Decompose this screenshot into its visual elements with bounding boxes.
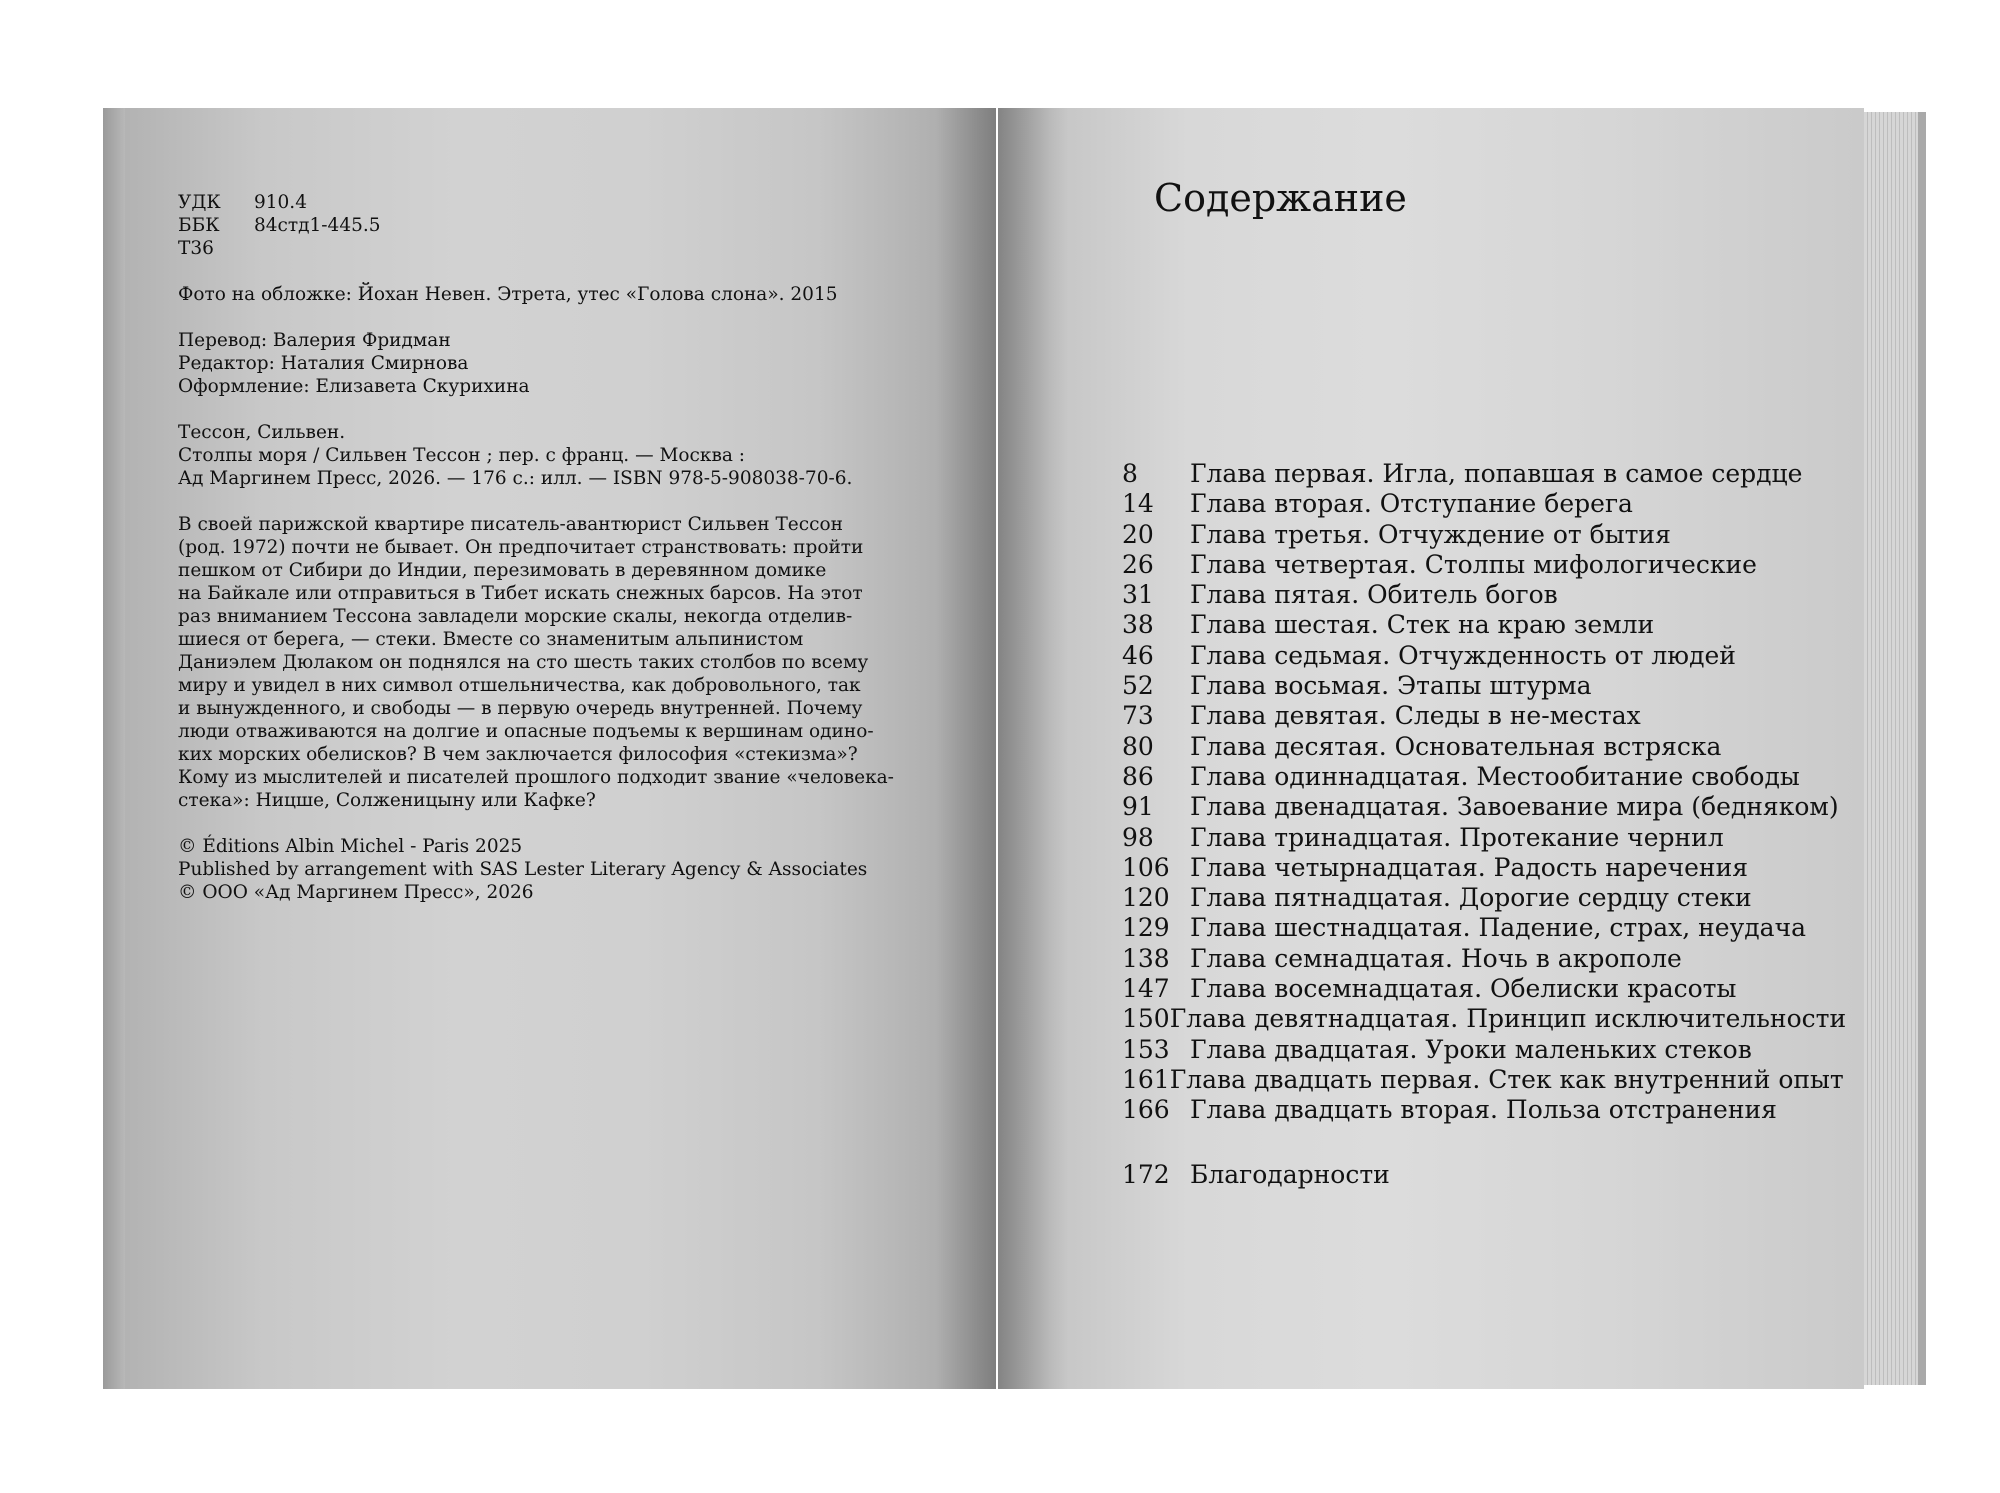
toc-entry	[1122, 732, 1842, 762]
toc-entry	[1122, 701, 1842, 731]
toc-entry-acknowledgements	[1122, 1160, 1842, 1190]
toc-page-number: 98	[1122, 822, 1154, 852]
toc-entry	[1122, 489, 1842, 519]
toc-page-number: 91	[1122, 792, 1154, 822]
annotation-line: Даниэлем Дюлаком он поднялся на сто шесть таких столбов по всему	[178, 652, 869, 673]
photo-credit: Фото на обложке: Йохан Невен. Этрета, утес «Голова слона». 2015	[178, 284, 838, 305]
toc-entry	[1122, 974, 1842, 1004]
toc-entry	[1122, 580, 1842, 610]
credit-line: Оформление: Елизавета Скурихина	[178, 376, 530, 397]
toc-chapter-title: Благодарности	[1190, 1159, 1390, 1189]
toc-entry	[1122, 853, 1842, 883]
toc-entry	[1122, 762, 1842, 792]
table-of-contents	[1122, 459, 1847, 1190]
toc-entry	[1122, 792, 1842, 822]
bbk-row	[178, 214, 878, 237]
toc-chapter-title: Глава шестнадцатая. Падение, страх, неудача	[1190, 913, 1807, 943]
credits	[178, 329, 878, 398]
annotation-line: стека»: Ницше, Солженицыну или Кафке?	[178, 790, 596, 811]
toc-chapter-title: Глава третья. Отчуждение от бытия	[1190, 519, 1671, 549]
code-label: УДК	[178, 192, 221, 213]
copyright-line: © ООО «Ад Маргинем Пресс», 2026	[178, 882, 534, 903]
annotation-line: Кому из мыслителей и писателей прошлого подходит звание «человека-	[178, 767, 894, 788]
toc-chapter-title: Глава семнадцатая. Ночь в акрополе	[1190, 943, 1682, 973]
toc-chapter-title: Глава шестая. Стек на краю земли	[1190, 610, 1655, 640]
toc-entry	[1122, 1065, 1842, 1095]
bibliographic-record	[178, 421, 878, 490]
toc-chapter-title: Глава двадцать вторая. Польза отстранения	[1190, 1095, 1777, 1125]
toc-chapter-title: Глава двадцать первая. Стек как внутренний опыт	[1169, 1064, 1844, 1094]
toc-page-number: 106	[1122, 852, 1170, 882]
toc-page-number: 73	[1122, 701, 1154, 731]
page-stack-shadow	[1918, 112, 1926, 1385]
toc-page-number: 80	[1122, 731, 1154, 761]
udk-row	[178, 191, 878, 214]
toc-page-number: 150	[1122, 1004, 1170, 1034]
credit-line: Редактор: Наталия Смирнова	[178, 353, 469, 374]
toc-chapter-title: Глава пятая. Обитель богов	[1190, 580, 1558, 610]
toc-chapter-title: Глава девятнадцатая. Принцип исключительности	[1169, 1004, 1847, 1034]
toc-chapter-title: Глава пятнадцатая. Дорогие сердцу стеки	[1190, 883, 1752, 913]
toc-chapter-title: Глава восьмая. Этапы штурма	[1190, 671, 1592, 701]
toc-entry	[1122, 1035, 1842, 1065]
page-stack-edge	[1864, 112, 1924, 1385]
toc-entry	[1122, 610, 1842, 640]
toc-chapter-title: Глава седьмая. Отчужденность от людей	[1190, 640, 1736, 670]
toc-entry	[1122, 520, 1842, 550]
copyright	[178, 835, 878, 904]
toc-page-number: 166	[1122, 1095, 1170, 1125]
toc-chapter-title: Глава двенадцатая. Завоевание мира (бедняком)	[1190, 792, 1839, 822]
toc-entry	[1122, 641, 1842, 671]
toc-page-number: 46	[1122, 640, 1154, 670]
toc-chapter-title: Глава девятая. Следы в не-местах	[1190, 701, 1641, 731]
annotation-line: В своей парижской квартире писатель-авантюрист Сильвен Тессон	[178, 514, 843, 535]
annotation-line: (род. 1972) почти не бывает. Он предпочитает странствовать: пройти	[178, 537, 864, 558]
toc-entry	[1122, 550, 1842, 580]
toc-page-number: 138	[1122, 943, 1170, 973]
toc-chapter-title: Глава четвертая. Столпы мифологические	[1190, 549, 1757, 579]
toc-page-number: 14	[1122, 489, 1154, 519]
bib-line: Тессон, Сильвен.	[178, 422, 346, 443]
toc-entry	[1122, 944, 1842, 974]
toc-chapter-title: Глава вторая. Отступание берега	[1190, 489, 1633, 519]
toc-entry	[1122, 1095, 1842, 1125]
copyright-line: © Éditions Albin Michel - Paris 2025	[178, 836, 523, 857]
toc-page-number: 31	[1122, 580, 1154, 610]
author-mark-row	[178, 237, 878, 260]
toc-page-number: 20	[1122, 519, 1154, 549]
bib-line: Столпы моря / Сильвен Тессон ; пер. с франц. — Москва :	[178, 445, 746, 466]
toc-chapter-title: Глава двадцатая. Уроки маленьких стеков	[1190, 1034, 1752, 1064]
code-value: 910.4	[254, 192, 307, 213]
toc-chapter-title: Глава тринадцатая. Протекание чернил	[1190, 822, 1724, 852]
toc-entry	[1122, 1004, 1847, 1034]
toc-page-number: 86	[1122, 761, 1154, 791]
toc-entry	[1122, 671, 1842, 701]
credit-line: Перевод: Валерия Фридман	[178, 330, 451, 351]
code-value: 84стд1-445.5	[254, 215, 381, 236]
annotation	[178, 513, 894, 812]
annotation-line: и вынужденного, и свободы — в первую очередь внутренней. Почему	[178, 698, 863, 719]
annotation-line: пешком от Сибири до Индии, перезимовать в деревянном домике	[178, 560, 827, 581]
toc-chapter-title: Глава одиннадцатая. Местообитание свободы	[1190, 761, 1800, 791]
annotation-line: на Байкале или отправиться в Тибет искать снежных барсов. На этот	[178, 583, 863, 604]
annotation-line: шиеся от берега, — стеки. Вместе со знаменитым альпинистом	[178, 629, 804, 650]
annotation-line: ких морских обелисков? В чем заключается философия «стекизма»?	[178, 744, 858, 765]
page-edge	[103, 108, 125, 1389]
toc-page-number: 147	[1122, 974, 1170, 1004]
code-label: ББК	[178, 215, 220, 236]
bib-line: Ад Маргинем Пресс, 2026. — 176 с.: илл. — ISBN 978-5-908038-70-6.	[178, 468, 853, 489]
toc-chapter-title: Глава четырнадцатая. Радость наречения	[1190, 852, 1749, 882]
annotation-line: люди отваживаются на долгие и опасные подъемы к вершинам одино-	[178, 721, 874, 742]
copyright-line: Published by arrangement with SAS Lester Literary Agency & Associates	[178, 859, 868, 880]
annotation-line: раз вниманием Тессона завладели морские скалы, некогда отделив-	[178, 606, 853, 627]
toc-page-number: 172	[1122, 1159, 1170, 1189]
toc-page-number: 38	[1122, 610, 1154, 640]
toc-page-number: 26	[1122, 549, 1154, 579]
toc-title: Содержание	[1154, 176, 1407, 220]
toc-chapter-title: Глава первая. Игла, попавшая в самое сердце	[1190, 459, 1803, 488]
toc-page-number: 153	[1122, 1034, 1170, 1064]
toc-chapter-title: Глава восемнадцатая. Обелиски красоты	[1190, 974, 1737, 1004]
toc-chapter-title: Глава десятая. Основательная встряска	[1190, 731, 1722, 761]
colophon	[178, 191, 894, 904]
annotation-line: миру и увидел в них символ отшельничества, как добровольного, так	[178, 675, 861, 696]
toc-entry	[1122, 459, 1842, 489]
toc-entry	[1122, 883, 1842, 913]
toc-page-number: 120	[1122, 883, 1170, 913]
toc-entry	[1122, 913, 1842, 943]
code-label: Т36	[178, 238, 214, 259]
toc-entry	[1122, 823, 1842, 853]
toc-page-number: 52	[1122, 671, 1154, 701]
toc-page-number: 161	[1122, 1064, 1170, 1094]
toc-page-number: 8	[1122, 459, 1138, 488]
gutter-shadow	[936, 108, 996, 1389]
gutter-shadow	[998, 108, 1068, 1389]
toc-page-number: 129	[1122, 913, 1170, 943]
